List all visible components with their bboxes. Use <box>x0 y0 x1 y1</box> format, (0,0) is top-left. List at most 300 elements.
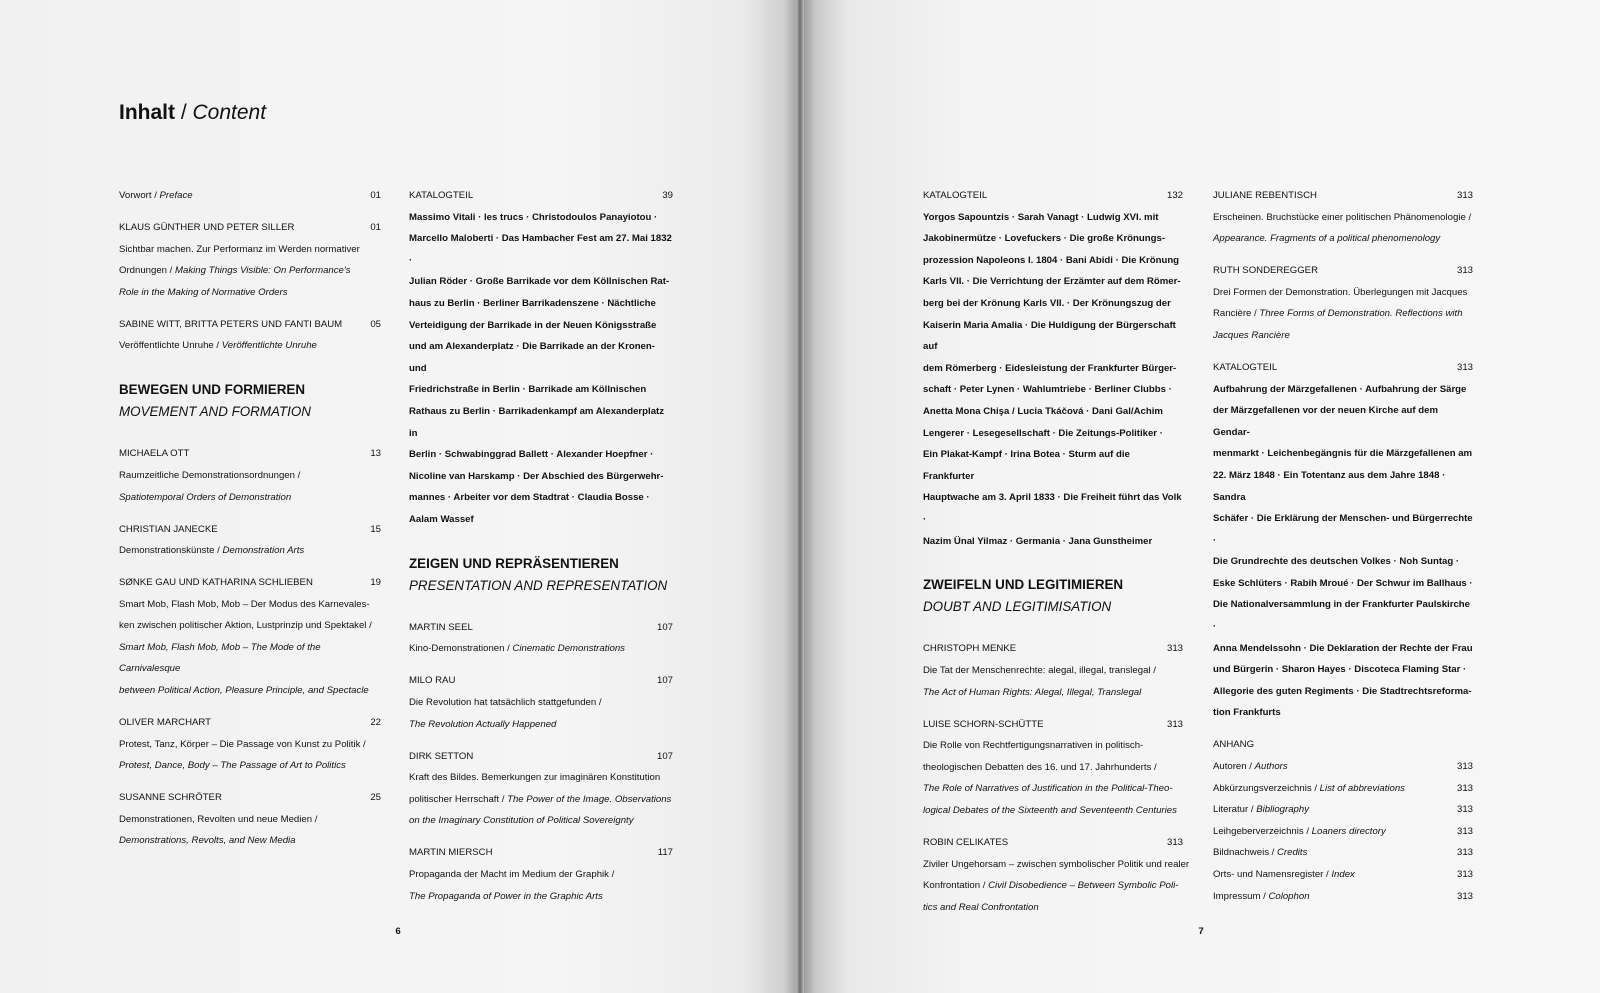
english-title: Veröffentlichte Unruhe <box>221 340 317 352</box>
entry-line <box>409 864 673 886</box>
entry-line <box>1213 325 1473 347</box>
catalog-text: Anetta Mona Chişa / Lucia Tkáčová · Dani Gal/Achim <box>923 405 1163 417</box>
toc-entry-head <box>923 638 1183 660</box>
entry-separator: / <box>1248 804 1257 816</box>
catalog-text: Lengerer · Lesegesellschaft · Die Zeitungs-Politiker · <box>923 427 1163 439</box>
entry-line <box>409 487 673 509</box>
german-title: Demonstrationskünste / <box>119 545 223 557</box>
toc-entry <box>119 185 381 207</box>
catalog-text: und am Alexanderplatz · Die Barrikade an der Kronen- und <box>409 341 655 374</box>
entry-line <box>119 734 381 756</box>
german-title: Veröffentlichte Unruhe / <box>119 340 222 352</box>
english-title: Jacques Rancière <box>1213 329 1290 341</box>
entry-author-text: KATALOGTEIL <box>409 190 474 201</box>
entry-line <box>923 875 1183 897</box>
german-title: theologischen Debatten des 16. und 17. Jahrhunderts / <box>923 761 1157 773</box>
entry-page-number: 313 <box>1456 890 1473 902</box>
entry-author-text: Abkürzungsverzeichnis <box>1213 782 1312 794</box>
entry-line <box>923 315 1183 358</box>
catalog-text: Friedrichstraße in Berlin · Barrikade am Köllnischen <box>409 384 647 396</box>
toc-entry <box>119 519 381 562</box>
spacer <box>119 508 381 518</box>
entry-separator: / <box>151 190 160 201</box>
catalog-text: Jakobinermütze · Lovefuckers · Die große Krönungs- <box>923 233 1166 245</box>
entry-author-text: KATALOGTEIL <box>1213 361 1278 373</box>
section-title-english: PRESENTATION AND REPRESENTATION <box>409 577 668 593</box>
entry-author-text: MILO RAU <box>409 675 456 687</box>
catalog-text: schaft · Peter Lynen · Wahlumtriebe · Berliner Clubbs · <box>923 384 1172 396</box>
entry-line <box>409 767 673 789</box>
spacer <box>119 702 381 712</box>
toc-entry <box>1213 357 1473 724</box>
toc-entry <box>119 217 381 303</box>
toc-entry <box>1213 778 1473 800</box>
catalog-text: menmarkt · Leichenbegängnis für die Märzgefallenen am <box>1213 448 1473 460</box>
german-title: Propaganda der Macht im Medium der Graphik / <box>409 869 615 880</box>
entry-page-number: 313 <box>1456 804 1473 816</box>
entry-separator: / <box>1303 825 1312 837</box>
spacer <box>409 660 673 670</box>
catalog-text: Die Nationalversammlung in der Frankfurter Paulskirche · <box>1213 599 1470 633</box>
toc-entry <box>923 832 1190 918</box>
entry-page-number: 117 <box>657 847 673 859</box>
entry-author <box>409 842 493 864</box>
toc-entry <box>119 712 381 777</box>
entry-line <box>1213 443 1473 465</box>
section-title-german: BEWEGEN UND FORMIEREN <box>119 382 305 398</box>
entry-page-number: 25 <box>370 792 381 804</box>
entry-line <box>923 800 1183 822</box>
entry-page-number: 107 <box>656 750 673 762</box>
entry-line <box>119 830 381 852</box>
toc-entry <box>119 443 381 508</box>
entry-page-number: 313 <box>1166 718 1183 730</box>
entry-author <box>1213 799 1309 821</box>
title-german: Inhalt <box>119 101 175 124</box>
toc-entry <box>409 617 673 660</box>
english-title: Cinematic Demonstrations <box>512 643 625 655</box>
entry-line <box>409 336 673 379</box>
entry-author-text: ROBIN CELIKATES <box>923 837 1009 849</box>
entry-line <box>409 293 673 315</box>
entry-line <box>119 755 381 777</box>
entry-line <box>923 897 1183 919</box>
german-title: Rancière / <box>1213 308 1260 320</box>
entry-line <box>923 660 1183 682</box>
toc-entry-head <box>1213 357 1473 379</box>
appendix-heading: ANHANG <box>1213 739 1255 751</box>
entry-page-number: 313 <box>1456 265 1473 277</box>
toc-entry-head <box>1213 886 1473 908</box>
spacer <box>409 735 673 745</box>
entry-line <box>409 271 673 293</box>
english-title: between Political Action, Pleasure Principle, and Spectacle <box>119 685 369 697</box>
toc-entry-head <box>119 712 381 734</box>
toc-entry <box>119 314 381 357</box>
entry-line <box>1213 573 1473 595</box>
right-column-1 <box>923 185 1190 929</box>
catalog-text: Ein Plakat-Kampf · Irina Botea · Sturm auf die Frankfurter <box>923 449 1130 482</box>
toc-entry-head <box>1213 842 1473 864</box>
catalog-text: Berlin · Schwabinggrad Ballett · Alexander Hoepfner · <box>409 449 654 461</box>
spacer <box>409 907 673 917</box>
toc-entry <box>1213 821 1473 843</box>
german-title: Demonstrationen, Revolten und neue Medien / <box>119 813 318 825</box>
english-title: Protest, Dance, Body – The Passage of Art to Politics <box>119 760 346 772</box>
entry-line <box>409 692 673 714</box>
entry-line <box>923 735 1183 757</box>
entry-line <box>409 466 673 488</box>
entry-line <box>1213 551 1473 573</box>
entry-separator: / <box>1311 782 1320 794</box>
entry-line <box>1213 400 1473 443</box>
entry-author <box>409 185 473 207</box>
catalog-text: Yorgos Sapountzis · Sarah Vanagt · Ludwig XVI. mit <box>923 211 1159 223</box>
page-number-right: 7 <box>1198 926 1204 937</box>
entry-page-number: 132 <box>1166 190 1183 201</box>
entry-line <box>923 293 1183 315</box>
english-title: Making Things Visible: On Performance's <box>175 265 351 277</box>
entry-author-text: DIRK SETTON <box>409 750 474 762</box>
toc-entry-head <box>1213 799 1473 821</box>
entry-line <box>1213 594 1473 637</box>
section-title-german: ZWEIFELN UND LEGITIMIEREN <box>923 577 1124 593</box>
entry-author-text: CHRISTOPH MENKE <box>923 643 1017 655</box>
entry-page-number: 313 <box>1166 837 1183 849</box>
catalog-text: mannes · Arbeiter vor dem Stadtrat · Claudia Bosse · <box>409 492 650 504</box>
catalog-text: Schäfer · Die Erklärung der Menschen- und Bürgerrechte · <box>1213 513 1473 546</box>
toc-entry-head <box>409 842 673 864</box>
entry-page-number: 313 <box>1456 761 1473 773</box>
entry-author <box>119 217 294 239</box>
catalog-text: 22. März 1848 · Ein Totentanz aus dem Jahre 1848 · Sandra <box>1213 469 1446 503</box>
catalog-text: Kaiserin Maria Amalia · Die Huldigung der Bürgerschaft auf <box>923 319 1176 353</box>
entry-page-number: 05 <box>370 318 381 330</box>
entry-line <box>923 423 1183 445</box>
catalog-text: Aalam Wassef <box>409 513 474 525</box>
entry-line <box>119 465 381 487</box>
entry-line <box>923 379 1183 401</box>
toc-entry <box>409 670 673 735</box>
spacer <box>119 357 381 367</box>
entry-line <box>409 714 673 736</box>
entry-line <box>1213 228 1473 250</box>
toc-entry <box>409 746 673 832</box>
toc-entry <box>1213 799 1473 821</box>
entry-author <box>923 714 1043 736</box>
entry-author-text: KLAUS GÜNTHER UND PETER SILLER <box>119 221 295 233</box>
german-title: Ziviler Ungehorsam – zwischen symbolischer Politik und realer <box>923 858 1190 870</box>
german-title: Die Tat der Menschenrechte: alegal, illegal, translegal / <box>923 665 1156 677</box>
entry-line <box>923 531 1183 553</box>
toc-entry <box>409 185 673 531</box>
entry-line <box>923 207 1183 229</box>
toc-entry-head <box>119 787 381 809</box>
toc-entry <box>923 638 1183 703</box>
entry-line <box>923 682 1183 704</box>
entry-author-text: CHRISTIAN JANECKE <box>119 523 218 535</box>
entry-line <box>923 271 1183 293</box>
entry-page-number: 313 <box>1456 825 1473 837</box>
entry-line <box>119 260 381 282</box>
german-title: Kino-Demonstrationen / <box>409 643 513 655</box>
catalog-text: dem Römerberg · Eidesleistung der Frankfurter Bürger- <box>923 362 1177 374</box>
catalog-text: und Bürgerin · Sharon Hayes · Discoteca Flaming Star · <box>1213 664 1467 676</box>
english-title: The Act of Human Rights: Alegal, Illegal, Translegal <box>923 686 1142 698</box>
catalog-text: Julian Röder · Große Barrikade vor dem Köllnischen Rat- <box>409 276 670 288</box>
german-title: ken zwischen politischer Aktion, Lustprinzip und Spektakel / <box>119 620 372 632</box>
english-title: Smart Mob, Flash Mob, Mob – The Mode of the Carnivalesque <box>119 641 321 675</box>
entry-author <box>1213 821 1386 843</box>
spacer <box>119 367 381 379</box>
entry-author <box>1213 756 1288 778</box>
entry-author-text: Leihgeberverzeichnis <box>1213 825 1304 837</box>
toc-entry-head <box>119 185 381 207</box>
book-spine <box>796 0 804 993</box>
entry-line <box>409 228 673 271</box>
entry-line <box>923 778 1183 800</box>
english-title: tics and Real Confrontation <box>923 901 1039 913</box>
entry-line <box>409 444 673 466</box>
entry-line <box>119 487 381 509</box>
spacer <box>923 562 1183 574</box>
entry-line <box>923 854 1190 876</box>
entry-line <box>409 315 673 337</box>
entry-author <box>409 670 455 692</box>
entry-author-text: OLIVER MARCHART <box>119 717 212 729</box>
toc-entry-head <box>409 746 673 768</box>
german-title: Ordnungen / <box>119 265 176 277</box>
page-title <box>119 100 266 126</box>
entry-separator: / <box>1260 890 1269 902</box>
entry-author-text: Impressum <box>1213 890 1261 902</box>
spacer <box>1213 250 1473 260</box>
entry-line <box>119 594 381 616</box>
german-title: politischer Herrschaft / <box>409 793 508 805</box>
toc-entry <box>1213 260 1473 346</box>
toc-entry-head <box>1213 756 1473 778</box>
toc-entry <box>1213 886 1473 908</box>
entry-english-title: Credits <box>1277 847 1308 859</box>
entry-line <box>119 615 381 637</box>
entry-page-number: 313 <box>1456 782 1473 794</box>
entry-english-title: Preface <box>159 190 193 201</box>
entry-author <box>1213 260 1318 282</box>
german-title: Konfrontation / <box>923 880 989 892</box>
entry-author <box>1213 778 1405 800</box>
english-title: on the Imaginary Constitution of Political Sovereignty <box>409 815 634 827</box>
english-title: Spatiotemporal Orders of Demonstration <box>119 491 292 503</box>
entry-author-text: LUISE SCHORN-SCHÜTTE <box>923 718 1044 730</box>
entry-line <box>119 540 381 562</box>
section-title-english: DOUBT AND LEGITIMISATION <box>923 599 1112 615</box>
entry-author-text: SØNKE GAU UND KATHARINA SCHLIEBEN <box>119 577 313 589</box>
spacer <box>1213 724 1473 734</box>
spacer <box>923 618 1183 638</box>
entry-page-number: 313 <box>1456 847 1473 859</box>
spacer <box>923 918 1183 928</box>
entry-line <box>409 509 673 531</box>
entry-author <box>409 746 473 768</box>
german-title: Smart Mob, Flash Mob, Mob – Der Modus des Karnevales- <box>119 598 370 610</box>
left-column-1 <box>119 185 381 862</box>
entry-author-text: Vorwort <box>119 190 152 201</box>
toc-entry-head <box>119 314 381 336</box>
entry-page-number: 01 <box>370 190 381 201</box>
entry-author <box>1213 185 1317 207</box>
entry-line <box>923 358 1183 380</box>
title-separator: / <box>175 101 193 124</box>
toc-entry <box>1213 756 1473 778</box>
toc-entry-head <box>1213 260 1473 282</box>
english-title: logical Debates of the Sixteenth and Seventeenth Centuries <box>923 805 1177 817</box>
toc-entry <box>923 714 1183 822</box>
right-column-2 <box>1213 185 1473 907</box>
toc-entry <box>119 572 381 702</box>
page-number-left: 6 <box>395 926 401 937</box>
spacer <box>119 852 381 862</box>
entry-separator: / <box>1323 868 1332 880</box>
entry-line <box>119 239 381 261</box>
catalog-text: tion Frankfurts <box>1213 707 1281 719</box>
english-title: Demonstrations, Revolts, and New Media <box>119 835 296 847</box>
catalog-text: Rathaus zu Berlin · Barrikadenkampf am Alexanderplatz in <box>409 405 665 439</box>
entry-line <box>1213 207 1473 229</box>
german-title: Raumzeitliche Demonstrationsordnungen / <box>119 469 301 481</box>
section-title-english: MOVEMENT AND FORMATION <box>119 404 311 420</box>
english-title: The Propaganda of Power in the Graphic Arts <box>409 890 603 902</box>
spacer <box>119 777 381 787</box>
entry-author <box>923 638 1016 660</box>
catalog-text: prozession Napoleons I. 1804 · Bani Abidi · Die Krönung <box>923 254 1180 266</box>
spacer <box>923 703 1183 713</box>
toc-entry <box>1213 864 1473 886</box>
entry-author <box>119 314 342 336</box>
english-title: Civil Disobedience – Between Symbolic Poli- <box>988 880 1179 892</box>
entry-author-text: SABINE WITT, BRITTA PETERS UND FANTI BAUM <box>119 318 343 330</box>
entry-english-title: Loaners directory <box>1311 825 1386 837</box>
catalog-text: Die Grundrechte des deutschen Volkes · Noh Suntag · <box>1213 556 1460 568</box>
entry-author-text: MARTIN MIERSCH <box>409 847 493 859</box>
entry-line <box>923 487 1183 530</box>
english-title: The Power of the Image. Observations <box>507 793 672 805</box>
toc-entry-head <box>119 443 381 465</box>
entry-line <box>409 207 673 229</box>
spacer <box>923 822 1183 832</box>
entry-author-text: SUSANNE SCHRÖTER <box>119 792 222 804</box>
entry-author <box>409 617 473 639</box>
entry-line <box>1213 379 1473 401</box>
german-title: Sichtbar machen. Zur Performanz im Werden normativer <box>119 243 360 255</box>
entry-page-number: 313 <box>1456 361 1473 373</box>
entry-author-text: KATALOGTEIL <box>923 190 988 201</box>
spacer <box>409 597 673 617</box>
entry-separator: / <box>1246 761 1255 773</box>
entry-english-title: Authors <box>1254 761 1288 773</box>
entry-author-text: Literatur <box>1213 804 1249 816</box>
entry-line <box>119 282 381 304</box>
entry-line <box>119 680 381 702</box>
entry-line <box>409 379 673 401</box>
german-title: Die Revolution hat tatsächlich stattgefunden / <box>409 697 602 709</box>
toc-entry <box>923 185 1183 552</box>
entry-line <box>923 401 1183 423</box>
entry-page-number: 39 <box>662 190 673 201</box>
english-title: Three Forms of Demonstration. Reflections with <box>1259 308 1463 320</box>
entry-author <box>119 712 211 734</box>
spacer <box>409 531 673 541</box>
entry-line <box>409 789 673 811</box>
entry-author <box>119 787 222 809</box>
german-title: Die Rolle von Rechtfertigungsnarrativen in politisch- <box>923 740 1144 752</box>
entry-page-number: 107 <box>656 621 673 633</box>
toc-entry-head <box>1213 864 1473 886</box>
german-title: Drei Formen der Demonstration. Überlegungen mit Jacques <box>1213 286 1468 298</box>
toc-entry-head <box>923 832 1183 854</box>
catalog-text: Nicoline van Harskamp · Der Abschied des Bürgerwehr- <box>409 470 664 482</box>
entry-line <box>1213 303 1473 325</box>
german-title: Erscheinen. Bruchstücke einer politischen Phänomenologie / <box>1213 211 1472 223</box>
spacer <box>119 207 381 217</box>
entry-author-text: JULIANE REBENTISCH <box>1213 190 1317 201</box>
entry-line <box>119 637 381 680</box>
spacer <box>119 303 381 313</box>
entry-author-text: Bildnachweis <box>1213 847 1269 859</box>
english-title: Appearance. Fragments of a political phenomenology <box>1213 233 1441 245</box>
entry-page-number: 19 <box>370 577 381 589</box>
entry-author <box>119 572 313 594</box>
left-column-2 <box>409 185 673 918</box>
entry-separator: / <box>1269 847 1277 859</box>
entry-line <box>119 809 381 831</box>
entry-author-text: MICHAELA OTT <box>119 448 190 460</box>
toc-entry-head <box>1213 821 1473 843</box>
catalog-text: Hauptwache am 3. April 1833 · Die Freiheit führt das Volk · <box>923 492 1182 525</box>
spacer <box>409 541 673 553</box>
catalog-text: Verteidigung der Barrikade in der Neuen Königsstraße <box>409 319 657 331</box>
entry-page-number: 22 <box>370 717 381 729</box>
toc-entry-head <box>923 185 1183 207</box>
spacer <box>119 562 381 572</box>
catalog-text: Eske Schlüters · Rabih Mroué · Der Schwur im Ballhaus · <box>1213 577 1473 589</box>
entry-page-number: 13 <box>370 448 381 460</box>
entry-line <box>1213 681 1473 703</box>
entry-page-number: 107 <box>656 675 673 687</box>
entry-line <box>1213 659 1473 681</box>
entry-english-title: Colophon <box>1268 890 1310 902</box>
entry-author-text: Orts- und Namensregister <box>1213 868 1324 880</box>
title-english: Content <box>192 101 267 124</box>
entry-english-title: Index <box>1331 868 1355 880</box>
english-title: Role in the Making of Normative Orders <box>119 286 288 298</box>
catalog-text: haus zu Berlin · Berliner Barrikadenszene · Nächtliche <box>409 297 656 309</box>
toc-entry-head <box>409 670 673 692</box>
section-heading <box>923 574 1183 618</box>
catalog-text: der Märzgefallenen vor der neuen Kirche auf dem Gendar- <box>1213 405 1438 438</box>
entry-author <box>119 519 218 541</box>
entry-page-number: 01 <box>370 221 381 233</box>
toc-entry <box>1213 842 1473 864</box>
entry-line <box>923 757 1183 779</box>
english-title: The Revolution Actually Happened <box>409 718 557 730</box>
toc-entry <box>1213 185 1473 250</box>
entry-author <box>1213 842 1307 864</box>
toc-entry-head <box>119 217 381 239</box>
entry-line <box>119 335 381 357</box>
section-title-german: ZEIGEN UND REPRÄSENTIEREN <box>409 555 619 571</box>
entry-page-number: 15 <box>370 523 381 535</box>
catalog-text: berg bei der Krönung Karls VII. · Der Krönungszug der <box>923 297 1171 309</box>
